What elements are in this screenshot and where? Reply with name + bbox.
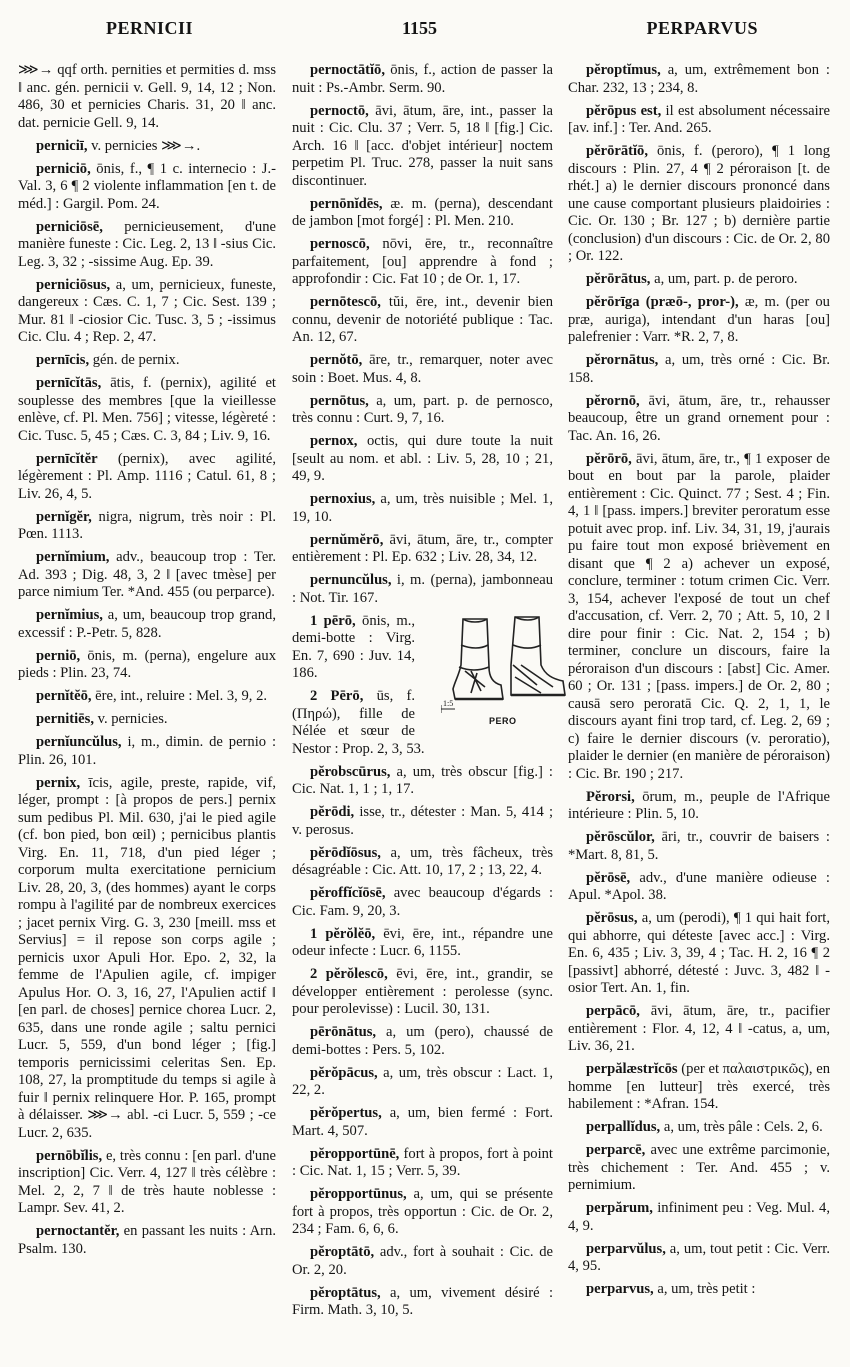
dictionary-entry [18,138,276,156]
dictionary-entry [292,236,553,289]
dictionary-entry [292,103,553,191]
entry-definition: æ, m. (per ou præ, auriga), intendant d'un haras [ou] palefrenier : Varr. *R. 2, 7, 8. [568,294,830,345]
figure-caption: PERO [489,716,517,726]
entry-definition: v. pernicies ⋙→. [87,137,201,154]
entry-definition: ēvi, ēre, int., répandre une odeur infecte : Lucr. 6, 1155. [292,925,554,959]
entry-headword: pernīcis, [36,352,90,368]
entry-definition: a, um, très pâle : Cels. 2, 6. [660,1119,823,1135]
entry-headword: pĕroptātus, [310,1284,381,1301]
entry-headword: pernĭuncŭlus, [36,734,122,750]
entry-definition: ōnis, f. (peroro), ¶ 1 long discours : Plin. 27, 4 ¶ 2 péroraison [t. de rhét.] a) le dernier discours prononcé dans une cause comportant plusieurs plaidoiries : Cic. Or. 130 ; Br. 127 ; b) dernière partie (conclusion) d'un discours : Cic. de Or. 2, 80 ; Or. 122. [568,143,830,264]
entry-headword: pernitiēs, [36,711,94,727]
entry-headword: pĕropportūnē, [310,1145,400,1162]
dictionary-entry [568,62,830,97]
left-guide-word: PERNICII [106,18,194,38]
dictionary-entry [568,910,830,998]
entry-definition: ūs, f. (Πηρώ), fille de Nélée et sœur de Nestor : Prop. 2, 3, 53. [292,688,425,757]
dictionary-entry [18,648,276,683]
dictionary-entry [18,62,276,132]
entry-headword: pernōtus, [310,392,369,409]
dictionary-entry [568,103,830,138]
dictionary-entry [568,1003,830,1056]
entry-headword: pernōbĭlis, [36,1147,103,1164]
entry-definition: adv., d'une manière odieuse : Apul. *Apol. 38. [568,869,830,903]
entry-definition: adv., fort à souhait : Cic. de Or. 2, 20. [292,1244,553,1278]
entry-headword: pĕroptātō, [310,1244,375,1260]
dictionary-entry [292,62,553,97]
entry-definition: ⋙→ qqf orth. pernities et permities d. mss ‖ anc. gén. pernicii v. Gell. 9, 14, 12 ; Non. 486, 30 et pernicies Charis. 31, 20 ‖ anc. dat. pernicie Gell. 9, 14. [18,62,276,131]
dictionary-entry [292,1285,553,1320]
entry-definition: a, um, tout petit : Cic. Verr. 4, 95. [568,1240,830,1274]
dictionary-entry [292,764,553,799]
entry-definition: ōnis, f., action de passer la nuit : Ps.-Ambr. Serm. 90. [292,62,553,96]
boot-drawing [441,615,571,715]
entry-definition: āvi, ātum, āre, int., passer la nuit : Cic. Clu. 37 ; Verr. 5, 18 ‖ [fig.] Cic. Arch. 16 ‖ [acc. d'objet intérieur] noctem perpetim Pl. Truc. 278, passer la nuit sans discontinuer. [292,102,553,189]
dictionary-entry [292,532,553,567]
entry-definition: a, um, très orné : Cic. Br. 158. [568,352,830,386]
dictionary-entry [18,734,276,769]
entry-headword: pernĭmius, [36,607,103,623]
entry-definition: a, um, très petit : [653,1281,756,1297]
dictionary-entry [568,451,830,784]
entry-definition: æ. m. (perna), descendant de jambon [mot forgé] : Pl. Men. 210. [292,195,553,229]
entry-headword: pĕrōrātĭō, [586,143,649,159]
entry-headword: pernŭmĕrō, [310,531,384,548]
entry-definition: octis, qui dure toute la nuit [seult au nom. et abl. : Liv. 5, 28, 10 ; 21, 49, 9. [292,433,553,484]
dictionary-entry [18,549,276,602]
entry-definition: nigra, nigrum, très noir : Pl. Pœn. 1113. [18,508,276,542]
entry-headword: Pĕrorsi, [586,788,635,805]
entry-headword: 2 pĕrŏlescō, [310,966,388,982]
dictionary-entry [292,196,553,231]
entry-definition: en passant les nuits : Arn. Psalm. 130. [18,1223,276,1257]
dictionary-entry [18,688,276,706]
entry-headword: pĕrōscŭlor, [586,829,655,845]
entry-definition: a, um, extrêmement bon : Char. 232, 13 ; 234, 8. [568,62,830,96]
dictionary-entry [568,1281,830,1299]
entry-headword: perniciōsē, [36,218,103,235]
entry-headword: perpācō, [586,1003,640,1019]
entry-definition: fort à propos, fort à point : Cic. Nat. 1, 15 ; Verr. 5, 39. [292,1145,553,1179]
entry-headword: pĕropportūnus, [310,1186,407,1202]
entry-headword: pernīcĭtās, [36,375,102,391]
entry-headword: pernōtescō, [310,294,381,310]
entry-headword: perparvŭlus, [586,1240,666,1257]
entry-headword: pĕrornō, [586,392,640,409]
dictionary-entry [292,294,553,347]
dictionary-entry [292,352,553,387]
entry-definition: e, très connu : [en parl. d'une inscription] Cic. Verr. 4, 127 ‖ très célèbre : Mel. 2, 2, 7 ‖ de très haute noblesse : Lampr. Sev. 41, 2. [18,1147,276,1216]
column-3 [568,62,830,1304]
entry-definition: infiniment peu : Veg. Mul. 4, 4, 9. [568,1200,830,1234]
entry-headword: perniciō, [36,160,91,177]
dictionary-entry [18,775,276,1143]
entry-definition: a, um, très obscur : Lact. 1, 22, 2. [292,1064,553,1098]
entry-definition: a, um, très fâcheux, très désagréable : Cic. Att. 10, 17, 2 ; 13, 22, 4. [292,844,553,878]
dictionary-entry [568,1119,830,1137]
dictionary-entry [18,1223,276,1258]
entry-headword: pernĭmium, [36,549,110,565]
entry-headword: pĕrŏpācus, [310,1064,378,1081]
entry-headword: pernōnĭdēs, [310,195,383,212]
entry-definition: adv., beaucoup trop : Ter. Ad. 393 ; Dig. 48, 3, 2 ‖ [avec tmèse] per parce nimium Ter. *And. 455 (ou perparce). [18,549,276,600]
entry-definition: isse, tr., détester : Man. 5, 414 ; v. perosus. [292,804,553,838]
dictionary-entry [292,1105,553,1140]
entry-headword: pernoctantĕr, [36,1223,120,1239]
entry-definition: tŭi, ēre, int., devenir bien connu, devenir de notoriété publique : Tac. An. 12, 67. [292,294,553,345]
dictionary-entry [568,829,830,864]
entry-definition: īcis, agile, preste, rapide, vif, léger, prompt : [à propos de pers.] pernix sum pedibus Pl. Mil. 630, j'ai le pied agile (cf. bon pied, bon œil) ; pernicibus plantis Virg. En. 11, 718, d'un pied léger ; corporum multa exercitatione pernicium Liv. 28, 20, 3, (des hommes) ayant le corps rompu à l'agilité par de nombreux exercices ; jacet pernix Virg. G. 3, 230 [meill. mss et Servius] = il repose son corps agile ; pernicis uxor Apuli Hor. Epo. 2, 32, la femme de l'Apulien agile, cf. impiger Apulus Hor. O. 3, 16, 27, l'Apulien actif ‖ [en parl. de choses] pernice chorea Lucr. 2, 635, dans une ronde agile ; saltu pernici Lucr. 5, 559, d'un bond léger ; [fig.] temporis pernicissimi celeritas Sen. Ep. 108, 27, la promptitude du temps si agile à fuir ‖ pernix relinquere Hor. P. 165, prompt à délaisser. ⋙→ abl. -ci Lucr. 5, 559 ; -ce Lucr. 2, 635. [18,774,276,1141]
entry-definition: (per et παλαιστρικῶς), en homme [en lutteur] très exercé, très habilement : *Afran. 154. [568,1061,830,1112]
dictionary-entry [18,375,276,445]
dictionary-entry [292,1024,553,1059]
entry-definition: a, um, part. p. de pernosco, très connu : Curt. 9, 7, 16. [292,392,553,426]
figure-scale-mark: 1:5 [443,699,454,708]
dictionary-entry [292,926,553,961]
entry-headword: pĕrōdi, [310,804,355,820]
entry-headword: 2 Pērō, [310,688,364,704]
pero-boot-illustration [423,615,553,731]
dictionary-entry [568,1142,830,1195]
entry-definition: (pernix), avec agilité, légèrement : Pl. Amp. 1116 ; Catul. 61, 8 ; Liv. 26, 4, 5. [18,450,276,502]
entry-headword: pĕrōsus, [586,910,638,926]
entry-definition: āri, tr., couvrir de baisers : *Mart. 8, 81, 5. [568,829,830,863]
entry-definition: a, um, bien fermé : Fort. Mart. 4, 507. [292,1105,553,1139]
dictionary-entry [18,509,276,544]
entry-headword: perpălæstrĭcōs [586,1061,678,1077]
entry-definition: il est absolument nécessaire [av. inf.] : Ter. And. 265. [568,102,831,136]
dictionary-entry [292,572,553,607]
entry-definition: a, um, pernicieux, funeste, dangereux : Cæs. C. 1, 7 ; Cic. Sest. 139 ; Mur. 81 ‖ -ciosior Cic. Tusc. 3, 5 ; -issimus Cic. Clu. 4 ; Rep. 2, 47. [18,276,276,345]
entry-definition: ōnis, f., ¶ 1 c. internecio : J.-Val. 3, 6 ¶ 2 violente inflammation [en t. de méd.] : Gargil. Pom. 24. [18,160,276,212]
dictionary-entry [568,352,830,387]
column-1 [18,62,276,1264]
entry-headword: pernuncŭlus, [310,572,392,588]
entry-headword: pĕrŏpertus, [310,1105,382,1121]
entry-headword: pĕroptĭmus, [586,62,661,78]
dictionary-entry [568,1241,830,1276]
entry-definition: pernicieusement, d'une manière funeste : Cic. Leg. 2, 13 ‖ -sius Cic. Leg. 3, 32 ; -sissime Aug. Ep. 39. [18,218,276,270]
entry-headword: pernĭgĕr, [36,508,92,525]
entry-headword: perpărum, [586,1200,653,1216]
dictionary-entry [18,1148,276,1218]
entry-headword: pērōnātus, [310,1024,377,1040]
dictionary-entry [568,1200,830,1235]
dictionary-entry [292,491,553,526]
entry-definition: avec une extrême parcimonie, très chichement : Ter. And. 455 ; v. pernimium. [568,1142,830,1193]
entry-definition: ēre, int., reluire : Mel. 3, 9, 2. [91,688,268,704]
dictionary-entry [568,393,830,446]
entry-definition: ōnis, m., demi-botte : Virg. En. 7, 690 : Juv. 14, 186. [292,612,415,681]
dictionary-entry [292,966,553,1019]
entry-headword: pĕroffĭcĭōsē, [310,885,386,901]
dictionary-entry [18,161,276,214]
dictionary-entry [18,607,276,642]
dictionary-entry [292,1065,553,1100]
entry-headword: pernoctō, [310,102,369,119]
dictionary-entry [18,711,276,729]
dictionary-entry [292,1186,553,1239]
entry-headword: perparvus, [586,1281,654,1297]
dictionary-entry [568,1061,830,1114]
dictionary-entry [18,219,276,272]
dictionary-entry [18,277,276,347]
entry-definition: āvi, ātum, āre, tr., pacifier entièrement : Flor. 4, 12, 4 ‖ -catus, a, um, Liv. 36, 21. [568,1003,830,1054]
dictionary-entry [292,845,553,880]
entry-headword: pĕrōpus est, [586,102,662,119]
dictionary-entry [292,1146,553,1181]
column-2 [292,62,553,1325]
entry-definition: ōnis, m. (perna), engelure aux pieds : Plin. 23, 74. [18,647,276,681]
entry-definition: v. pernicies. [93,711,168,727]
entry-headword: pernoscō, [310,236,370,252]
entry-headword: perpallĭdus, [586,1119,661,1135]
dictionary-entry [568,294,830,347]
entry-definition: a, um, très obscur [fig.] : Cic. Nat. 1, 1 ; 1, 17. [292,763,553,797]
dictionary-entry [568,789,830,824]
entry-headword: pernĭtĕō, [36,688,92,704]
entry-headword: perniciī, [36,137,88,154]
entry-definition: āre, tr., remarquer, noter avec soin : Boet. Mus. 4, 8. [292,352,553,386]
entry-headword: 1 pĕrŏlĕō, [310,925,376,942]
entry-headword: pernoctātĭō, [310,62,385,78]
entry-definition: ōrum, m., peuple de l'Afrique intérieure : Plin. 5, 10. [568,788,830,822]
entry-headword: pĕrornātus, [586,352,659,368]
right-guide-word: PERPARVUS [646,18,758,38]
entry-definition: ātis, f. (pernix), agilité et souplesse des membres [que la vieillesse enlève, cf. Pl. Men. 756] ; vitesse, légèreté : Cic. Tusc. 5, 45 ; Cæs. C. 3, 84 ; Liv. 9, 16. [18,375,276,444]
entry-definition: a, um, part. p. de peroro. [650,271,798,287]
entry-definition: avec beaucoup d'égards : Cic. Fam. 9, 20, 3. [292,885,553,919]
entry-headword: perparcē, [586,1142,646,1158]
entry-headword: pĕrōrātus, [586,271,651,287]
entry-headword: pernoxius, [310,491,376,507]
entry-definition: a, um, beaucoup trop grand, excessif : P.-Petr. 5, 828. [18,607,276,641]
entry-headword: pernīcĭtĕr [36,450,98,467]
entry-headword: pernŏtō, [310,352,363,368]
entry-headword: pĕrōsē, [586,869,631,886]
entry-headword: pĕrōrīga (præō-, pror-), [586,294,739,310]
dictionary-entry [18,352,276,370]
entry-definition: āvi, ātum, āre, tr., ¶ 1 exposer de bout en bout par la parole, plaider entièrement : Cic. Quinct. 77 ; Sest. 4 ; Fin. 4, 1 ‖ [pass. impers.] breviter peroratum esse potuit avec prop. inf. Liv. 34, 31, 19, j'aurais pu faire tout mon exposé brièvement en disant que ¶ 2 a) achever un exposé, conclure, terminer : totum crimen Cic. Verr. 3, 154, achever l'exposé de tout un chef d'accusation, cf. Verr. 2, 70 ; Att. 5, 10, 2 ‖ dire pour finir : Cic. Nat. 2, 154 ; b) terminer, conclure un discours, faire la péroraison d'un discours : [abst] Cic. Amer. 60 ; Or. 131 ; [pass. impers.] de Or. 2, 80 ; causā sero peroratā Cic. Q. 2, 1, 1, le discours ayant fini trop tard, cf. Leg. 2, 69 ; c) faire le dernier discours (v. peroratio), plaider le dernier (en manière de péroraison) : Cic. Br. 190 ; 217. [568,450,830,782]
entry-definition: a, um (pero), chaussé de demi-bottes : Pers. 5, 102. [292,1024,553,1058]
entry-definition: āvi, ātum, āre, tr., rehausser beaucoup, être un grand ornement pour : Tac. An. 16, 26. [568,392,830,444]
dictionary-entry [568,271,830,289]
dictionary-entry [292,433,553,486]
dictionary-entry [568,870,830,905]
dictionary-entry [292,393,553,428]
page-number: 1155 [402,18,438,38]
dictionary-entry [292,1244,553,1279]
entry-headword: pĕrōrō, [586,450,632,467]
entry-headword: pernix, [36,774,81,791]
entry-definition: a, um, vivement désiré : Firm. Math. 3, 10, 5. [292,1284,553,1318]
entry-definition: a, um, très nuisible ; Mel. 1, 19, 10. [292,491,553,525]
entry-definition: i, m. (perna), jambonneau : Not. Tir. 167. [292,572,553,606]
entry-headword: perniō, [36,647,81,664]
page-header [0,18,850,48]
entry-definition: i, m., dimin. de pernio : Plin. 26, 101. [18,734,276,768]
entry-definition: gén. de pernix. [89,352,180,368]
dictionary-entry [568,143,830,266]
entry-definition: a, um, qui se présente fort à propos, très opportun : Cic. de Or. 2, 234 ; Fam. 6, 6, 6. [292,1186,553,1237]
entry-headword: 1 pērō, [310,612,356,629]
dictionary-entry [292,885,553,920]
dictionary-entry [18,451,276,504]
entry-definition: a, um (perodi), ¶ 1 qui hait fort, qui abhorre, qui déteste [avec acc.] : Virg. En. 6, 435 ; Liv. 3, 39, 4 ; Tac. H. 2, 16 ¶ 2 [passivt] abhorré, détesté : Juvc. 3, 482 ‖ -osior Tert. An. 1, fin. [568,910,830,996]
entry-definition: āvi, ātum, āre, tr., compter entièrement : Pl. Ep. 632 ; Liv. 28, 34, 12. [292,531,553,565]
entry-headword: perniciōsus, [36,276,111,293]
dictionary-entry [292,804,553,839]
entry-headword: pĕrōdĭōsus, [310,844,381,861]
entry-headword: pĕrobscūrus, [310,763,391,780]
entry-definition: nōvi, ēre, tr., reconnaître parfaitement, [ou] apprendre à fond ; approfondir : Cic. Fat 10 ; de Or. 1, 17. [292,236,553,287]
entry-headword: pernox, [310,433,358,449]
entry-definition: ēvi, ēre, int., grandir, se développer entièrement : perolesse (sync. pour perolevisse) : Lucil. 30, 131. [292,966,553,1017]
